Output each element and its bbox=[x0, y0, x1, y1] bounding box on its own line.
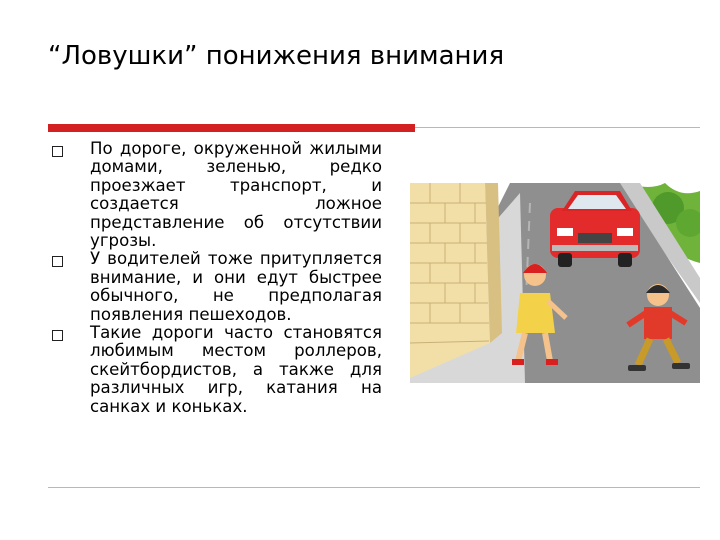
slide-title: “Ловушки” понижения внимания bbox=[48, 41, 505, 71]
bullet-text: У водителей тоже притупляется внимание, и они едут быстрее обычного, не предполагая появления пешеходов. bbox=[90, 249, 382, 324]
bullet-item bbox=[52, 324, 382, 416]
divider-line bbox=[415, 127, 700, 128]
bullet-list bbox=[52, 140, 382, 416]
square-bullet-icon bbox=[52, 146, 63, 157]
bullet-item bbox=[52, 250, 382, 324]
bullet-item bbox=[52, 140, 382, 250]
bullet-text: Такие дороги часто становятся любимым местом роллеров, скейтбордистов, а также для различных игр, катания на санках и коньках. bbox=[90, 323, 382, 416]
footer-divider bbox=[48, 487, 700, 488]
title-underline bbox=[48, 124, 700, 134]
accent-bar bbox=[48, 124, 415, 132]
square-bullet-icon bbox=[52, 256, 63, 267]
bullet-text: По дороге, окруженной жилыми домами, зеленью, редко проезжает транспорт, и создается ложное представление об отсутствии угрозы. bbox=[90, 139, 382, 251]
road-scene-illustration bbox=[410, 183, 700, 383]
square-bullet-icon bbox=[52, 330, 63, 341]
